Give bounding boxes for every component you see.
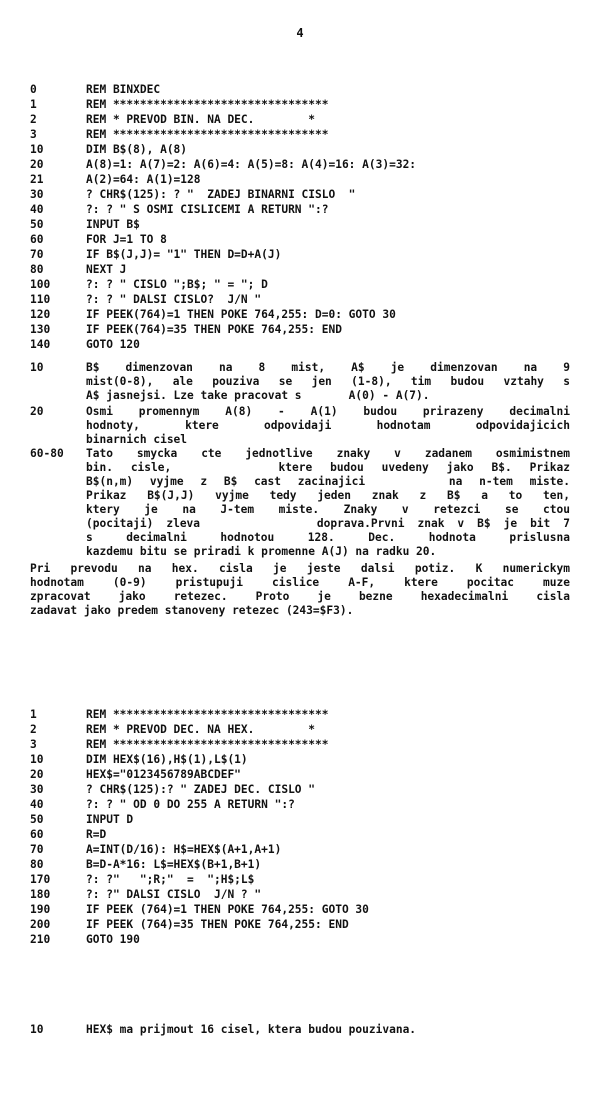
code-text: R=D — [86, 828, 107, 841]
code-text: REM * PREVOD DEC. NA HEX. * — [86, 723, 316, 736]
code-line — [30, 262, 560, 277]
code-text: INPUT B$ — [86, 218, 140, 231]
code-line — [30, 812, 560, 827]
line-number: 70 — [30, 843, 44, 856]
code-text: ?: ?" ";R;" = ";H$;L$ — [86, 873, 255, 886]
note-text-line: ktery je na J-tem miste. Znaky v retezci se ctou — [86, 503, 570, 516]
code-text: A=INT(D/16): H$=HEX$(A+1,A+1) — [86, 843, 282, 856]
code-line — [30, 932, 560, 947]
note-text-line: HEX$ ma prijmout 16 cisel, ktera budou pouzivana. — [86, 1023, 417, 1036]
hex-conversion-paragraph — [30, 562, 570, 618]
code-line — [30, 172, 560, 187]
line-number: 50 — [30, 218, 44, 231]
note-text — [86, 1023, 570, 1037]
note-line-ref: 60-80 — [30, 447, 64, 460]
note-text-line: B$ dimenzovan na 8 mist, A$ je dimenzovan na 9 — [86, 361, 570, 374]
code-line — [30, 827, 560, 842]
code-line — [30, 157, 560, 172]
code-text: ?: ? " OD 0 DO 255 A RETURN ":? — [86, 798, 295, 811]
line-number: 10 — [30, 143, 44, 156]
line-number: 110 — [30, 293, 51, 306]
note-line-ref: 20 — [30, 405, 44, 418]
line-number: 30 — [30, 188, 44, 201]
code-line — [30, 322, 560, 337]
code-line — [30, 202, 560, 217]
line-number: 3 — [30, 128, 37, 141]
line-number: 170 — [30, 873, 51, 886]
code-text: REM ******************************** — [86, 738, 329, 751]
note-line-ref: 10 — [30, 361, 44, 374]
line-number: 180 — [30, 888, 51, 901]
code-text: REM ******************************** — [86, 708, 329, 721]
line-number: 80 — [30, 263, 44, 276]
code-text: REM BINXDEC — [86, 83, 161, 96]
note-text-line: hodnoty, ktere odpovidaji hodnotam odpovidajicich — [86, 419, 570, 432]
code-line — [30, 247, 560, 262]
note-text-line: Tato smycka cte jednotlive znaky v zadanem osmimistnem — [86, 447, 570, 460]
code-line — [30, 187, 560, 202]
note-text-line: s decimalni hodnotou 128. Dec. hodnota prislusna — [86, 531, 570, 544]
line-number: 20 — [30, 768, 44, 781]
code-text: DIM HEX$(16),H$(1),L$(1) — [86, 753, 248, 766]
line-number: 100 — [30, 278, 51, 291]
note-text-line: Osmi promennym A(8) - A(1) budou prirazeny decimalni — [86, 405, 570, 418]
line-number: 1 — [30, 708, 37, 721]
line-number: 200 — [30, 918, 51, 931]
code-line — [30, 857, 560, 872]
note-text — [86, 447, 570, 559]
note-text-line: mist(0-8), ale pouziva se jen (1-8), tim budou vztahy s — [86, 375, 570, 388]
line-number: 10 — [30, 753, 44, 766]
code-line — [30, 307, 560, 322]
note-line-10 — [30, 361, 570, 403]
line-number: 20 — [30, 158, 44, 171]
code-text: ?: ? " DALSI CISLO? J/N " — [86, 293, 262, 306]
code-line — [30, 782, 560, 797]
code-text: IF PEEK (764)=1 THEN POKE 764,255: GOTO 30 — [86, 903, 369, 916]
line-number: 140 — [30, 338, 51, 351]
code-text: GOTO 190 — [86, 933, 140, 946]
code-line — [30, 737, 560, 752]
paragraph-line: zadavat jako predem stanoveny retezec (243=$F3). — [30, 604, 354, 617]
code-line — [30, 292, 560, 307]
code-line — [30, 797, 560, 812]
code-line — [30, 902, 560, 917]
line-number: 60 — [30, 233, 44, 246]
line-number: 130 — [30, 323, 51, 336]
code-line — [30, 842, 560, 857]
line-number: 80 — [30, 858, 44, 871]
note-line-ref: 10 — [30, 1023, 44, 1036]
code-text: ?: ? " CISLO ";B$; " = "; D — [86, 278, 268, 291]
paragraph-line: zpracovat jako retezec. Proto je bezne hexadecimalni cisla — [30, 590, 570, 603]
line-number: 190 — [30, 903, 51, 916]
note-text-line: binarnich cisel — [86, 433, 188, 446]
code-text: REM * PREVOD BIN. NA DEC. * — [86, 113, 316, 126]
line-number: 40 — [30, 203, 44, 216]
line-number: 21 — [30, 173, 44, 186]
line-number: 50 — [30, 813, 44, 826]
code-text: INPUT D — [86, 813, 134, 826]
note-line-20 — [30, 405, 570, 447]
code-line — [30, 112, 560, 127]
code-line — [30, 127, 560, 142]
line-number: 210 — [30, 933, 51, 946]
code-text: A(2)=64: A(1)=128 — [86, 173, 201, 186]
code-line — [30, 707, 560, 722]
code-line — [30, 142, 560, 157]
note-hex-line-10 — [30, 1023, 570, 1037]
code-text: GOTO 120 — [86, 338, 140, 351]
note-text-line: A$ jasnejsi. Lze take pracovat s A(0) - A(7). — [86, 389, 430, 402]
code-text: REM ******************************** — [86, 128, 329, 141]
line-number: 1 — [30, 98, 37, 111]
page-number: 4 — [296, 26, 304, 40]
code-text: ? CHR$(125):? " ZADEJ DEC. CISLO " — [86, 783, 316, 796]
code-line — [30, 917, 560, 932]
code-line — [30, 277, 560, 292]
code-text: REM ******************************** — [86, 98, 329, 111]
program-listing-bin-to-dec — [30, 82, 560, 352]
code-text: DIM B$(8), A(8) — [86, 143, 188, 156]
code-line — [30, 722, 560, 737]
code-line — [30, 872, 560, 887]
note-text-line: kazdemu bitu se priradi k promenne A(J) na radku 20. — [86, 545, 437, 558]
code-line — [30, 767, 560, 782]
line-number: 3 — [30, 738, 37, 751]
code-line — [30, 752, 560, 767]
code-text: B=D-A*16: L$=HEX$(B+1,B+1) — [86, 858, 262, 871]
line-number: 40 — [30, 798, 44, 811]
code-line — [30, 82, 560, 97]
code-line — [30, 887, 560, 902]
code-line — [30, 337, 560, 352]
note-text-line: B$(n,m) vyjme z B$ cast zacinajici na n-tem miste. — [86, 475, 570, 488]
line-number: 70 — [30, 248, 44, 261]
note-text-line: Prikaz B$(J,J) vyjme tedy jeden znak z B$ a to ten, — [86, 489, 570, 502]
note-text-line: bin. cisle, ktere budou uvedeny jako B$. Prikaz — [86, 461, 570, 474]
code-text: A(8)=1: A(7)=2: A(6)=4: A(5)=8: A(4)=16: A(3)=32: — [86, 158, 417, 171]
code-text: ?: ?" DALSI CISLO J/N ? " — [86, 888, 262, 901]
program-listing-dec-to-hex — [30, 707, 560, 947]
line-number: 60 — [30, 828, 44, 841]
code-text: IF B$(J,J)= "1" THEN D=D+A(J) — [86, 248, 282, 261]
line-number: 2 — [30, 723, 37, 736]
code-line — [30, 217, 560, 232]
code-text: HEX$="0123456789ABCDEF" — [86, 768, 241, 781]
note-lines-60-80 — [30, 447, 570, 559]
code-text: IF PEEK (764)=35 THEN POKE 764,255: END — [86, 918, 349, 931]
line-number: 30 — [30, 783, 44, 796]
note-text-line: (pocitaji) zleva doprava.Prvni znak v B$ je bit 7 — [86, 517, 570, 530]
paragraph-line: hodnotam (0-9) pristupuji cislice A-F, ktere pocitac muze — [30, 576, 570, 589]
code-text: FOR J=1 TO 8 — [86, 233, 167, 246]
code-text: IF PEEK(764)=1 THEN POKE 764,255: D=0: GOTO 30 — [86, 308, 396, 321]
line-number: 0 — [30, 83, 37, 96]
code-text: ?: ? " S OSMI CISLICEMI A RETURN ":? — [86, 203, 329, 216]
code-text: ? CHR$(125): ? " ZADEJ BINARNI CISLO " — [86, 188, 356, 201]
paragraph-line: Pri prevodu na hex. cisla je jeste dalsi potiz. K numerickym — [30, 562, 570, 575]
line-number: 2 — [30, 113, 37, 126]
note-text — [86, 361, 570, 403]
code-line — [30, 97, 560, 112]
line-number: 120 — [30, 308, 51, 321]
code-line — [30, 232, 560, 247]
code-text: IF PEEK(764)=35 THEN POKE 764,255: END — [86, 323, 342, 336]
code-text: NEXT J — [86, 263, 127, 276]
note-text — [86, 405, 570, 447]
